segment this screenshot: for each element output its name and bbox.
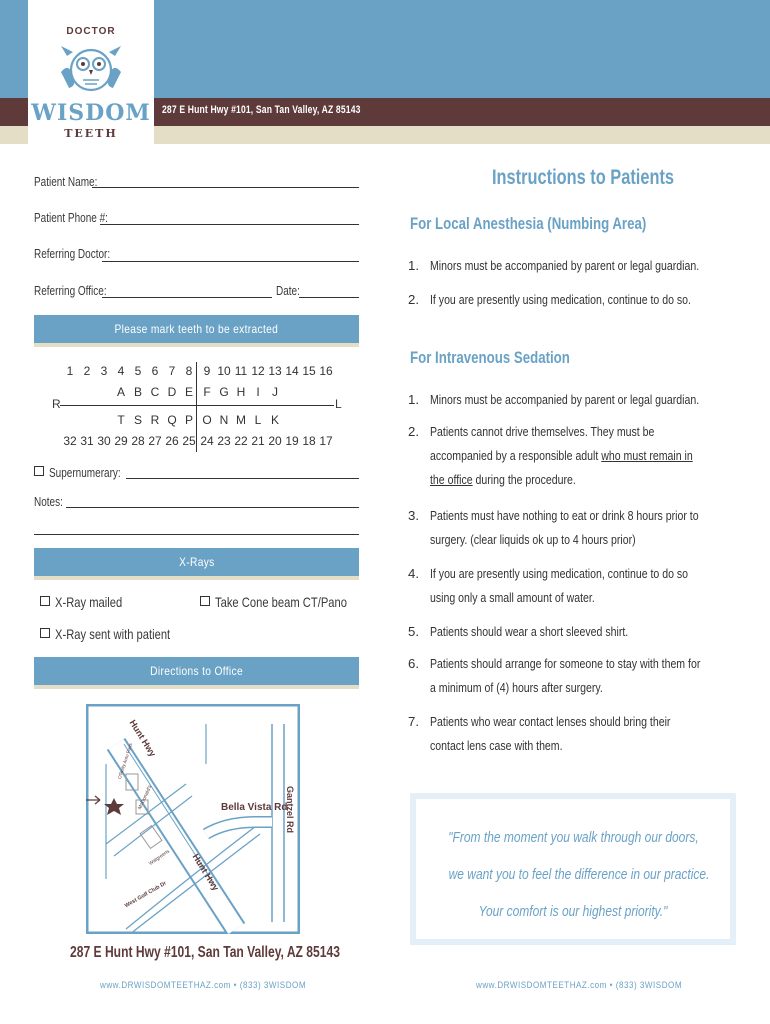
iv-item-1: 1. Minors must be accompanied by parent or legal guardian. [408, 392, 700, 407]
checkbox-icon [40, 596, 50, 606]
xrays-section-header: X-Rays [34, 548, 359, 576]
iv-item-2: 2. Patients cannot drive themselves. They must be accompanied by a responsible adult who must remain in the office during the procedure. [408, 424, 693, 487]
map-label-west-golf: West Golf Club Dr [124, 880, 168, 910]
local-item-2: 2. If you are presently using medication, continue to do so. [408, 292, 691, 307]
supernumerary-field[interactable] [126, 478, 359, 479]
tooth-31[interactable]: 31 [80, 434, 94, 448]
tooth-30[interactable]: 30 [97, 434, 111, 448]
footer-left-contact[interactable]: www.DRWISDOMTEETHAZ.com • (833) 3WISDOM [100, 980, 307, 991]
tooth-Q[interactable]: Q [167, 413, 177, 427]
tooth-6[interactable]: 6 [151, 364, 159, 378]
referring-doctor-field[interactable] [102, 261, 359, 262]
quote-line-2: we want you to feel the difference in our practice. [448, 866, 710, 883]
patient-name-field[interactable] [92, 187, 359, 188]
map-address: 287 E Hunt Hwy #101, San Tan Valley, AZ 85143 [70, 944, 340, 961]
quote-line-1: "From the moment you walk through our doors, [447, 829, 699, 846]
tooth-7[interactable]: 7 [168, 364, 176, 378]
notes-field[interactable] [66, 507, 359, 508]
tooth-10[interactable]: 10 [217, 364, 231, 378]
footer-right-contact[interactable]: www.DRWISDOMTEETHAZ.com • (833) 3WISDOM [476, 980, 683, 991]
xray-mailed-checkbox[interactable]: X-Ray mailed [40, 594, 139, 612]
tooth-A[interactable]: A [116, 385, 125, 399]
map-label-mcdonalds: McDonald's [137, 784, 154, 811]
tooth-2[interactable]: 2 [83, 364, 91, 378]
tooth-1[interactable]: 1 [66, 364, 74, 378]
tooth-F[interactable]: F [203, 385, 211, 399]
logo-top-text: DOCTOR [66, 26, 116, 37]
notes-field-line-2[interactable] [34, 534, 359, 535]
date-field[interactable] [299, 297, 359, 298]
tooth-13[interactable]: 13 [268, 364, 282, 378]
teeth-horizontal-line [60, 405, 334, 406]
tooth-14[interactable]: 14 [285, 364, 299, 378]
left-side-label: L [335, 397, 342, 411]
quote-line-3: Your comfort is our highest priority." [478, 903, 668, 920]
tooth-M[interactable]: M [236, 413, 246, 427]
tooth-8[interactable]: 8 [185, 364, 193, 378]
tooth-32[interactable]: 32 [63, 434, 77, 448]
tooth-19[interactable]: 19 [285, 434, 299, 448]
local-anesthesia-heading: For Local Anesthesia (Numbing Area) [410, 214, 647, 233]
iv-item-7: 7. Patients who wear contact lenses should bring their contact lens case with them. [408, 714, 671, 753]
logo [28, 0, 154, 146]
tooth-26[interactable]: 26 [165, 434, 179, 448]
referring-office-field[interactable] [102, 297, 272, 298]
tooth-28[interactable]: 28 [131, 434, 145, 448]
logo-bottom-text: TEETH [64, 127, 118, 140]
tooth-5[interactable]: 5 [134, 364, 142, 378]
teeth-midline [196, 362, 197, 452]
tooth-23[interactable]: 23 [217, 434, 231, 448]
iv-item-5: 5. Patients should wear a short sleeved shirt. [408, 624, 629, 639]
right-side-label: R [52, 397, 61, 411]
tooth-S[interactable]: S [133, 413, 142, 427]
tooth-C[interactable]: C [150, 385, 160, 399]
iv-item-4: 4. If you are presently using medication, continue to do so using only a small amount of water. [408, 566, 689, 605]
date-label: Date: [276, 284, 300, 298]
map-label-walgreens: Walgreens [148, 848, 171, 867]
tooth-20[interactable]: 20 [268, 434, 282, 448]
header-address: 287 E Hunt Hwy #101, San Tan Valley, AZ 85143 [162, 104, 361, 116]
tooth-18[interactable]: 18 [302, 434, 316, 448]
tooth-L[interactable]: L [254, 413, 262, 427]
tooth-T[interactable]: T [117, 413, 125, 427]
tooth-29[interactable]: 29 [114, 434, 128, 448]
notes-label: Notes: [34, 495, 63, 509]
tooth-4[interactable]: 4 [117, 364, 125, 378]
tooth-K[interactable]: K [270, 413, 279, 427]
patient-name-label: Patient Name: [34, 175, 98, 189]
tooth-24[interactable]: 24 [200, 434, 214, 448]
directions-map [86, 704, 300, 934]
checkbox-icon [200, 596, 210, 606]
tooth-21[interactable]: 21 [251, 434, 265, 448]
tooth-G[interactable]: G [219, 385, 229, 399]
directions-section-header: Directions to Office [34, 657, 359, 685]
tooth-12[interactable]: 12 [251, 364, 265, 378]
cone-beam-checkbox[interactable]: Take Cone beam CT/Pano [200, 594, 380, 612]
map-label-bella-vista: Bella Vista Rd [221, 802, 288, 813]
tooth-25[interactable]: 25 [182, 434, 196, 448]
xray-sent-checkbox[interactable]: X-Ray sent with patient [40, 626, 199, 644]
map-label-hunt-hwy-top: Hunt Hwy [127, 718, 158, 759]
quote-box [410, 793, 736, 945]
referring-office-label: Referring Office: [34, 284, 107, 298]
tooth-9[interactable]: 9 [203, 364, 211, 378]
supernumerary-checkbox[interactable]: Supernumerary: [34, 464, 139, 482]
tooth-11[interactable]: 11 [234, 364, 248, 378]
checkbox-icon [40, 628, 50, 638]
tooth-15[interactable]: 15 [302, 364, 316, 378]
logo-main-text: WISDOM [31, 100, 151, 126]
iv-sedation-heading: For Intravenous Sedation [410, 348, 570, 367]
tooth-B[interactable]: B [133, 385, 142, 399]
teeth-section-header: Please mark teeth to be extracted [34, 315, 359, 343]
tooth-H[interactable]: H [236, 385, 246, 399]
patient-phone-field[interactable] [100, 224, 359, 225]
tooth-J[interactable]: J [272, 385, 278, 399]
iv-item-6: 6. Patients should arrange for someone to stay with them for a minimum of (4) hours after surgery. [408, 656, 701, 695]
patient-phone-label: Patient Phone #: [34, 211, 108, 225]
map-label-hunt-hwy-bottom: Hunt Hwy [190, 852, 221, 893]
map-label-oreilly: O'Reilly Auto Parts [117, 742, 134, 780]
iv-item-3: 3. Patients must have nothing to eat or drink 8 hours prior to surgery. (clear liquids ok up to 4 hours prior) [408, 508, 699, 547]
tooth-D[interactable]: D [167, 385, 177, 399]
owl-icon [59, 42, 123, 94]
local-item-1: 1. Minors must be accompanied by parent or legal guardian. [408, 258, 700, 273]
referring-doctor-label: Referring Doctor: [34, 247, 111, 261]
tooth-22[interactable]: 22 [234, 434, 248, 448]
tooth-17[interactable]: 17 [319, 434, 333, 448]
tooth-P[interactable]: P [184, 413, 193, 427]
tooth-3[interactable]: 3 [100, 364, 108, 378]
tooth-E[interactable]: E [184, 385, 193, 399]
tooth-16[interactable]: 16 [319, 364, 333, 378]
tooth-I[interactable]: I [256, 385, 260, 399]
instructions-title: Instructions to Patients [492, 166, 675, 189]
tooth-O[interactable]: O [202, 413, 212, 427]
map-label-gantzel: Gantzel Rd [285, 786, 295, 834]
tooth-R[interactable]: R [150, 413, 160, 427]
tooth-N[interactable]: N [219, 413, 229, 427]
checkbox-icon [34, 466, 44, 476]
tooth-27[interactable]: 27 [148, 434, 162, 448]
